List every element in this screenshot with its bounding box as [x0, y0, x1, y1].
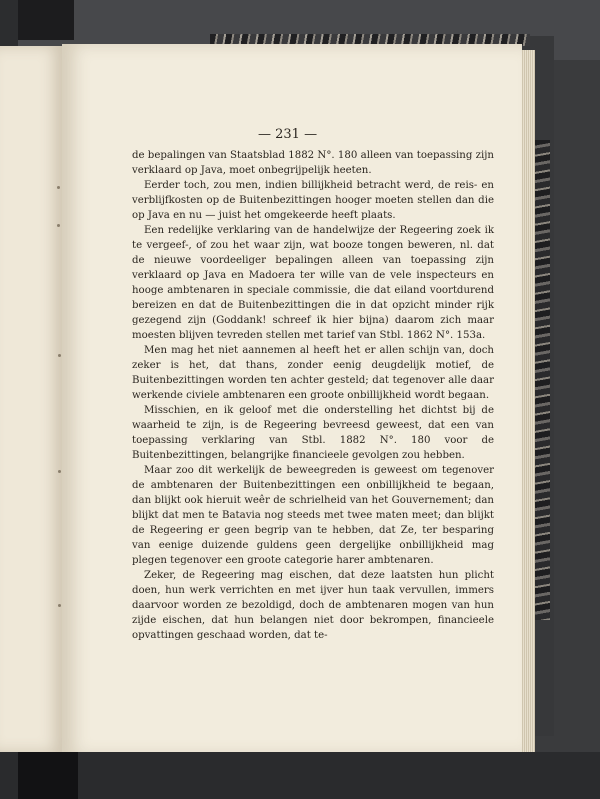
binding-hole: [58, 470, 61, 473]
scanner-edge-bottom: [18, 752, 78, 799]
scanner-edge-top: [18, 0, 74, 40]
binding-hole: [57, 224, 60, 227]
body-text: [132, 148, 494, 643]
background-bottom: [0, 752, 600, 799]
paragraph: Misschien, en ik geloof met die onderstelling het dichtst bij de waarheid te zijn, is de Regeering bevreesd geweest, dat een van toepassing verklaring van Stbl. 1882 N°. 180 voor de Buitenbezittingen, belangrijke financieele gevolgen zou hebben.: [132, 405, 494, 461]
paragraph: Men mag het niet aannemen al heeft het er allen schijn van, doch zeker is het, dat thans, zonder eenig deugdelijk motief, de Buitenbezittingen worden ten achter gesteld; dat tegenover alle daar werkende civiele ambtenaren een groote onbillijkheid wordt begaan.: [132, 345, 494, 401]
paragraph: Zeker, de Regeering mag eischen, dat deze laatsten hun plicht doen, hun werk verrichten en met ijver hun taak vervullen, immers daarvoor worden ze bezoldigd, doch de ambtenaren mogen van hun zijde eischen, dat hun belangen niet door bekrompen, financieele opvattingen geschaad worden, dat te-: [132, 570, 494, 641]
page-number: — 231 —: [258, 127, 318, 142]
paragraph: Maar zoo dit werkelijk de beweegreden is geweest om tegenover de ambtenaren der Buitenbezittingen een onbillijkheid te begaan, dan blijkt ook hieruit weêr de schrielheid van het Gouvernement; dan blijkt dat men te Batavia nog steeds met twee maten meet; dan blijkt de Regeering er geen begrip van te hebben, dat Ze, ter besparing van eenige duizende guldens geen dergelijke onbillijkheid mag plegen tegenover een groote categorie harer ambtenaren.: [132, 465, 494, 566]
paragraph: Een redelijke verklaring van de handelwijze der Regeering zoek ik te vergeef-, of zou het waar zijn, wat booze tongen beweren, nl. dat de nieuwe voordeeliger bepalingen alleen van toepassing zijn verklaard op Java en Madoera ter wille van de vele inspecteurs en hooge ambtenaren in speciale commissie, die dat eiland voortdurend bereizen en dat de Buitenbezittingen die in dat opzicht minder rijk gezegend zijn (Goddank! schreef ik hier bijna) daarom zich maar moesten blijven tevreden stellen met tarief van Stbl. 1862 N°. 153a.: [132, 225, 494, 341]
paragraph: Eerder toch, zou men, indien billijkheid betracht werd, de reis- en verblijfkosten op de Buitenbezittingen hooger moeten stellen dan die op Java en nu — juist het omgekeerde heeft plaats.: [132, 180, 494, 221]
binding-hole: [58, 604, 61, 607]
facing-page: [0, 46, 65, 752]
binding-hole: [57, 186, 60, 189]
binding-hole: [58, 354, 61, 357]
paragraph: de bepalingen van Staatsblad 1882 N°. 180 alleen van toepassing zijn verklaard op Java, moet onbegrijpelijk heeten.: [132, 150, 494, 176]
